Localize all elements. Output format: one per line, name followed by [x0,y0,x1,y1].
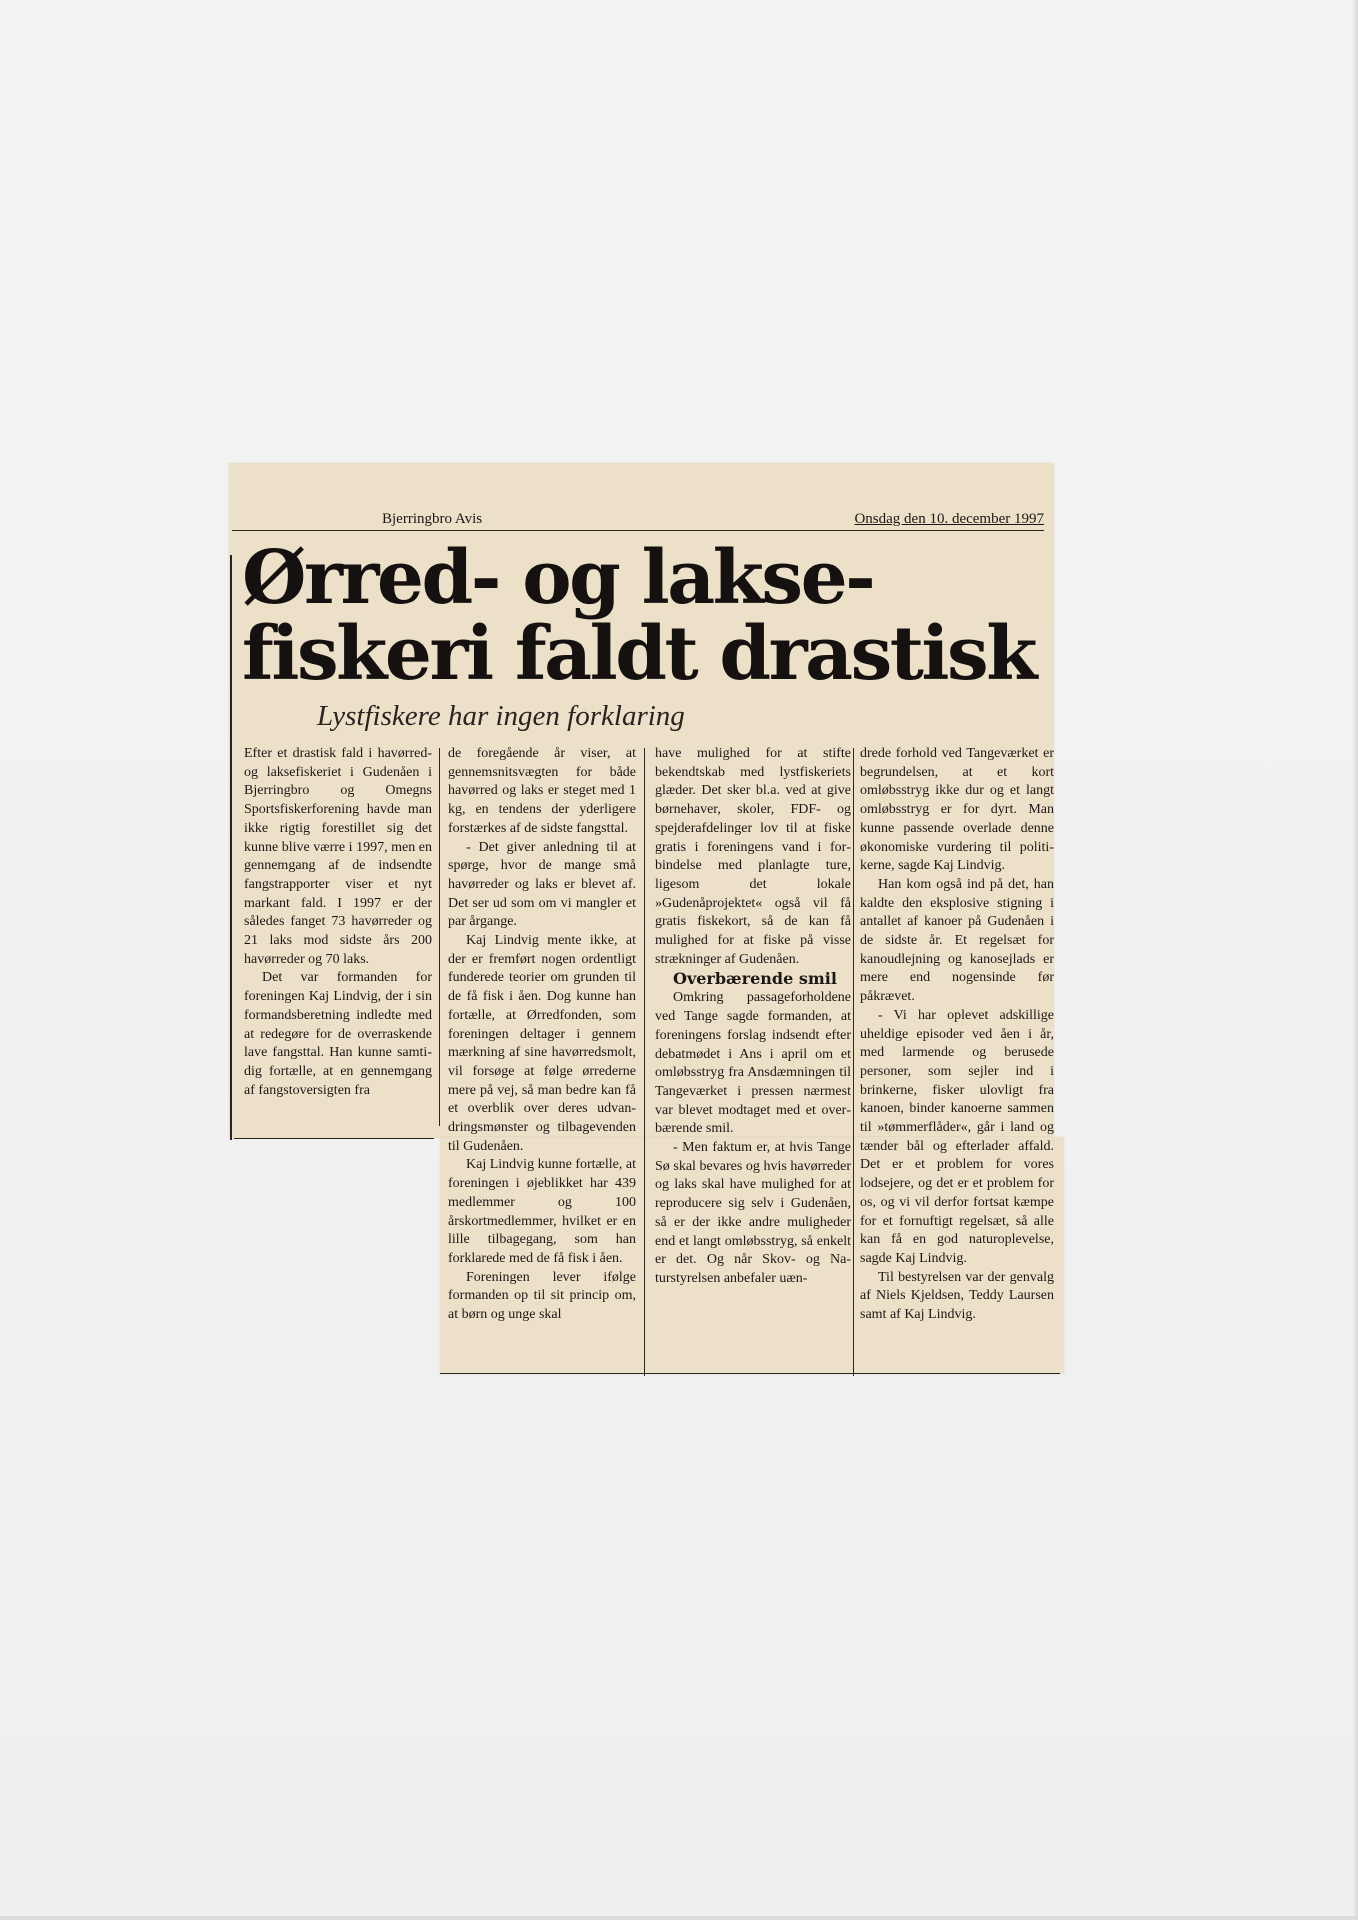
paragraph: Foreningen lever ifølge formanden op til sit princip om, at børn og unge skal [448,1269,636,1323]
article-column-3 [655,745,851,1289]
newspaper-name: Bjerringbro Avis [382,511,483,527]
publication-date: Onsdag den 10. december 1997 [854,511,1044,527]
page-edge [1352,0,1358,1920]
headline [242,535,1062,697]
article-column-4 [860,745,1054,1325]
page-edge-bottom [0,1916,1358,1920]
masthead [232,502,1044,531]
column-rule [853,748,854,1376]
paragraph: Til bestyrelsen var der genvalg af Niels Kjeldsen, Teddy Laursen samt af Kaj Lindvig. [860,1269,1054,1323]
bottom-rule [234,1138,434,1139]
paragraph: - Men faktum er, at hvis Tange Sø skal bevares og hvis havørreder og laks skal have mulighed for at reproducere sig selv i Gudenåen, så er der ikke andre muligheder end et langt omløbsstryg, så enkelt er det. Og når Skov- og Naturstyrelsen anbefaler uæn- [655,1140,851,1286]
article-column-2 [448,745,636,1325]
article-column-1 [244,745,432,1100]
paragraph: de foregående år viser, at gennemsnitsvægten for både havørred og laks er steget med 1 kg, en tendens der yderligere forstærkes af de sidste fangsttal. [448,746,636,836]
paragraph: have mulighed for at stifte bekendtskab med lystfiskeriets glæder. Det sker bl.a. ved at give børnehaver, skoler, FDF- og spejderafdelinger lov til at fiske gratis i foreningens vand i forbindelse med planlagte ture, ligesom det lokale »Gudenåprojektet« også vil få gratis fiskekort, så de kan få mulighed for at fiske på visse strækninger af Gudenåen. [655,746,851,967]
paragraph: Han kom også ind på det, han kaldte den eksplosive stigning i antallet af kanoer på Gudenåen i de sidste år. Et regelsæt for kanoudlejning og kanosejlads er mere end nogensinde før påkrævet. [860,876,1054,1005]
headline-line-2: fiskeri faldt drastisk [242,611,1035,697]
paragraph: drede forhold ved Tangeværket er begrundelsen, at et kort omløbsstryg ikke dur og et langt omløbsstryg er for dyrt. Man kunne passende overlade denne økonomiske vurdering til politikerne, sagde Kaj Lindvig. [860,746,1054,874]
paragraph: Kaj Lindvig mente ikke, at der er fremført nogen ordentligt funderede teorier om grunden til de få fisk i åen. Dog kunne han fortælle, at Ørredfonden, som foreningen deltager i gennem mærkning af sine havørredsmolt, vil forsøge at følge ørrederne mere på vej, så man bedre kan få et overblik over deres udvandringsmønster og tilbagevenden til Gudenåen. [448,933,636,1154]
paragraph: - Det giver anledning til at spørge, hvor de mange små havørreder og laks er blevet af. Det ser ud som om vi mangler et par årgange. [448,839,636,930]
paragraph: Efter et drastisk fald i havørred- og laksefiskeriet i Gudenåen i Bjerringbro og Omegns Sportsfiskerforening havde man ikke rigtig forestillet sig det kunne blive værre i 1997, men en gennemgang af de indsendte fangstrapporter viser et nyt markant fald. I 1997 er der således fanget 73 havørreder og 21 laks mod sidste års 200 havørreder og 70 laks. [244,746,432,967]
paragraph: Kaj Lindvig kunne fortælle, at foreningen i øjeblikket har 439 medlemmer og 100 årskortmedlemmer, hvilket er en lille tilbagegang, som han forklarede med de få fisk i åen. [448,1157,636,1266]
bottom-rule [440,1373,1060,1374]
subtitle: Lystfiskere har ingen forklaring [317,700,685,732]
crosshead: Overbærende smil [673,969,837,989]
paragraph: - Vi har oplevet adskillige uheldige episoder ved åen i år, med larmende og berusede personer, som sejler ind i brinkerne, fisker ulovligt fra kanoen, binder kanoerne sammen til »tømmerflåder«, går i land og tænder bål og efterlader affald. Det er et problem for vores lodsejere, og det er et problem for os, og vi vil derfor fortsat kæmpe for et fornuftigt regelsæt, så alle kan få en god naturoplevelse, sagde Kaj Lindvig. [860,1007,1054,1266]
left-rule [230,555,232,1140]
paragraph: Det var formanden for foreningen Kaj Lindvig, der i sin formandsberetning indledte med at redegøre for de overraskende lave fangsttal. Han kunne samtidig fortælle, at en gennemgang af fangstoversigten fra [244,970,432,1098]
column-rule [644,748,645,1376]
column-rule [439,748,440,1126]
paragraph: Omkring passageforholdene ved Tange sagde formanden, at foreningens forslag indsendt efter debatmødet i Ans i april om et omløbsstryg fra Ansdæmningen til Tangeværket i pressen nærmest var blevet modtaget med et overbærende smil. [655,990,851,1137]
headline-line-1: Ørred- og lakse- [242,535,874,621]
